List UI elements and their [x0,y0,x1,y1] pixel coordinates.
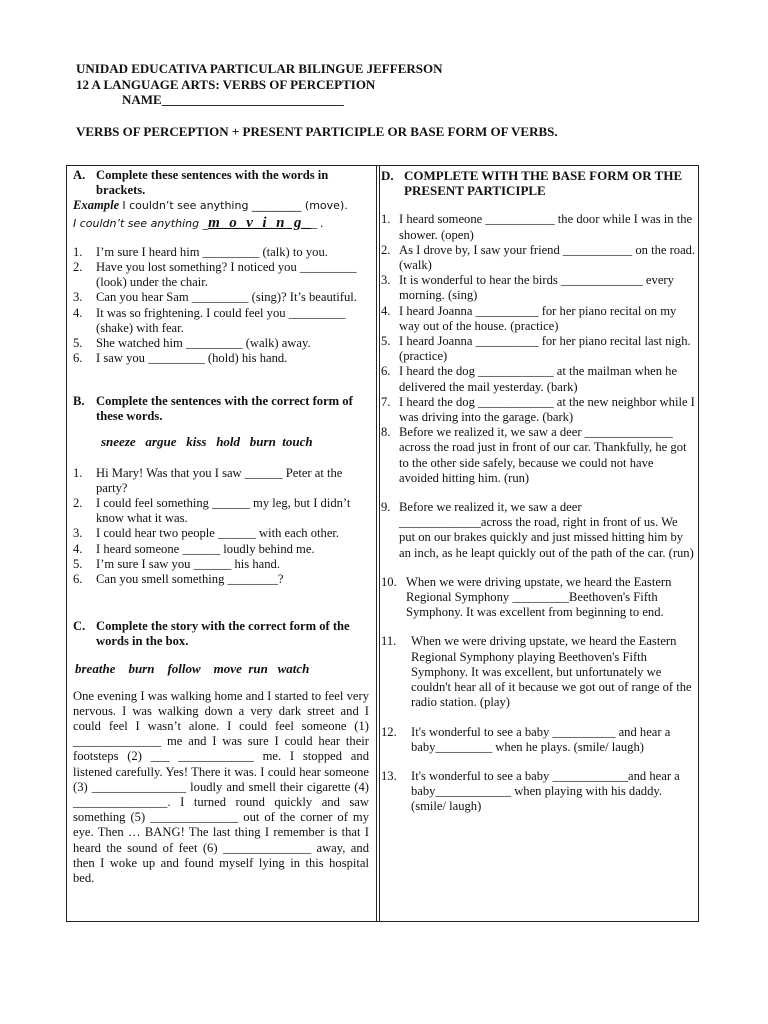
section-a [73,168,369,366]
list-item: 2. Have you lost something? I noticed you _________ (look) under the chair. [73,260,357,290]
section-a-list [73,245,369,367]
section-d [381,168,696,815]
column-divider-inner [379,166,380,921]
list-item: 12. It's wonderful to see a baby __________ and hear a baby_________ when he plays. (smile/ laugh) [381,724,671,754]
school-name: UNIDAD EDUCATIVA PARTICULAR BILINGUE JEFFERSON [76,61,443,76]
column-divider [376,166,377,921]
list-item: 10. When we were driving upstate, we heard the Eastern Regional Symphony _________Beethoven's Fifth Symphony. It was excellent from beginning to end. [381,574,672,620]
list-item: 1. Hi Mary! Was that you I saw ______ Peter at the party? [73,465,343,495]
course-title: 12 A LANGUAGE ARTS: VERBS OF PERCEPTION [76,76,376,92]
section-b [73,394,369,587]
list-item: 3. It is wonderful to hear the birds _____________ every morning. (sing) [381,273,674,303]
section-d-title: D. COMPLETE WITH THE BASE FORM OR THE PRESENT PARTICIPLE [381,168,683,199]
list-item: 7. I heard the dog ____________ at the new neighbor while I was driving into the garage. (bark) [381,394,695,425]
list-item: 4. It was so frightening. I could feel you _________ (shake) with fear. [73,305,346,335]
worksheet-header [76,61,716,139]
list-item: 6. Can you smell something ________? [73,572,284,587]
list-item: 1. I heard someone ___________ the door while I was in the shower. (open) [381,212,693,242]
section-c-story: One evening I was walking home and I started to feel very nervous. I was walking down a very dark street and I could feel I wasn’t alone. I could feel someone (1) ______________ me and I was sure I could hear their footsteps (2) ___ ____________ me. I stopped and listened carefully. Yes! There it was. I could hear someone (3) _______________ loudly and smell their cigarette (4) _______________. I turned round quickly and saw something (5) ______________ out of the corner of my eye. Then … BANG! The last thing I remember is that I heard the sound of feet (6) ______________ away, and then I woke up and found myself lying in this hospital bed. [73,688,369,886]
list-item: 2. I could feel something ______ my leg, but I didn’t know what it was. [73,496,351,526]
list-item: 8. Before we realized it, we saw a deer ______________ across the road just in front of our car. Thankfully, he got to the other side safely, because we could not have avoided hitting him. (run) [381,425,687,485]
example-label: Example [73,198,120,213]
example-line [73,198,369,213]
section-c-title: C. Complete the story with the correct form of the words in the box. [73,619,350,649]
list-item: 3. I could hear two people ______ with each other. [73,526,340,541]
list-item: 9. Before we realized it, we saw a deer _____________across the road, right in front of us. We put on our brakes quickly and just missed hitting him by an inch, as he leapt quickly out of the path of the car. (run) [381,500,694,560]
list-item: 6. I saw you _________ (hold) his hand. [73,351,288,366]
section-b-word-box: sneeze argue kiss hold burn touch [101,434,313,450]
list-item: 4. I heard someone ______ loudly behind me. [73,541,315,556]
list-item: 13. It's wonderful to see a baby ____________and hear a baby____________ when playing with his daddy. (smile/ laugh) [381,768,680,814]
student-name-line: NAME____________________________ [122,92,344,107]
section-c [73,619,369,886]
section-b-title: B. Complete the sentences with the correct form of these words. [73,394,353,424]
exercise-box [66,165,699,922]
list-item: 1. I’m sure I heard him _________ (talk) to you. [73,244,328,259]
example-answer: m_o_v_i_n_g_ [208,214,311,231]
section-c-word-box: breathe burn follow move run watch [75,661,310,677]
list-item: 5. I’m sure I saw you ______ his hand. [73,556,280,571]
list-item: 11. When we were driving upstate, we heard the Eastern Regional Symphony playing Beethoven's Fifth Symphony. It was excellent, but unfortunately we couldn't hear all of it because we got out of range of the radio station. (play) [381,634,692,710]
example-text: I couldn’t see anything _________ (move). [122,199,348,213]
list-item: 3. Can you hear Sam _________ (sing)? It’s beautiful. [73,290,357,305]
section-a-title: A. Complete these sentences with the words in brackets. [73,168,329,198]
worksheet-subtitle: VERBS OF PERCEPTION + PRESENT PARTICIPLE OR BASE FORM OF VERBS. [76,123,558,139]
list-item: 6. I heard the dog ____________ at the mailman when he delivered the mail yesterday. (bark) [381,364,678,394]
section-d-list [381,212,696,814]
list-item: 2. As I drove by, I saw your friend ___________ on the road. (walk) [381,242,696,273]
list-item: 5. She watched him _________ (walk) away. [73,336,311,351]
section-b-list [73,466,369,588]
example-answer-line: I couldn’t see anything _m_o_v_i_n_g__ . [73,214,324,231]
list-item: 5. I heard Joanna __________ for her piano recital last nigh. (practice) [381,334,691,364]
list-item: 4. I heard Joanna __________ for her piano recital on my way out of the house. (practice) [381,303,677,333]
